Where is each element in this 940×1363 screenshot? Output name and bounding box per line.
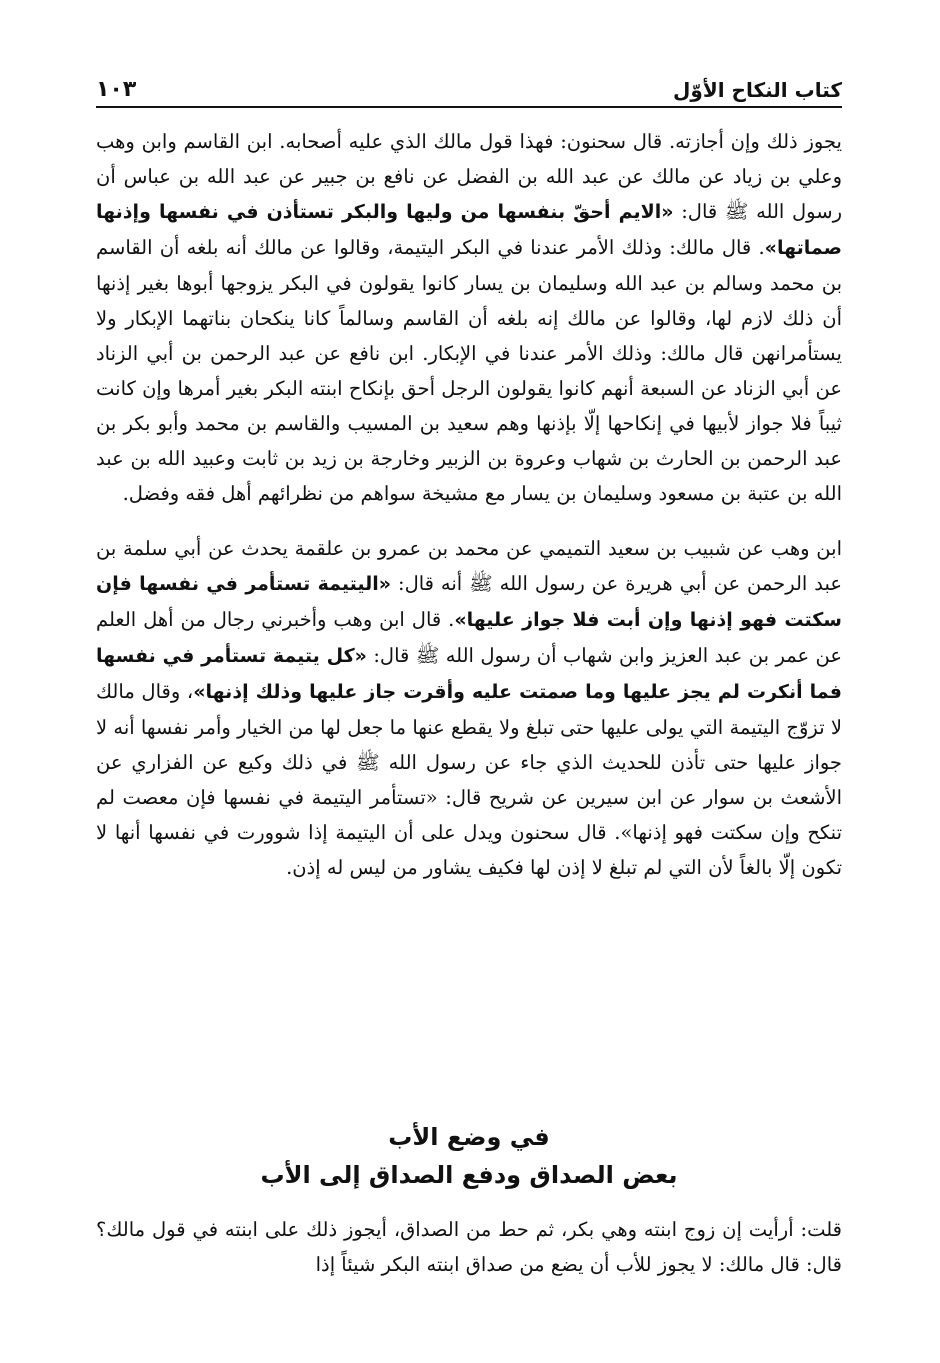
paragraph-3-text: قلت: أرأيت إن زوج ابنته وهي بكر، ثم حط من الصداق، أيجوز ذلك على ابنته في قول مالك؟ قال: قال مالك: لا يجوز للأب أن يضع من صداق ابنته البكر شيئاً إذا bbox=[96, 1218, 842, 1276]
paragraph-1 bbox=[96, 124, 842, 511]
section-heading bbox=[96, 1118, 842, 1194]
paragraph-1-text-1: يجوز ذلك وإن أجازته. قال سحنون: فهذا قول مالك الذي عليه أصحابه. ابن القاسم وابن وهب وعلي بن زياد عن مالك عن عبد الله بن الفضل عن نافع بن جبير عن عبد الله بن عباس أن رسول الله ﷺ قال: bbox=[96, 130, 842, 223]
main-body bbox=[96, 124, 842, 885]
paragraph-2-text-2: . قال ابن وهب وأخبرني رجال من أهل العلم عن عمر بن عبد العزيز وابن شهاب أن رسول الله ﷺ قال: bbox=[96, 608, 843, 667]
paragraph-2-text-1: ابن وهب عن شبيب بن سعيد التميمي عن محمد بن عمرو بن علقمة يحدث عن أبي سلمة بن عبد الرحمن عن أبي هريرة عن رسول الله ﷺ أنه قال: bbox=[96, 537, 842, 595]
page-number: ١٠٣ bbox=[96, 77, 137, 102]
section-heading-line-2: بعض الصداق ودفع الصداق إلى الأب bbox=[260, 1161, 678, 1189]
hadith-quote-1: «الايم أحقّ بنفسها من وليها والبكر تستأذن في نفسها وإذنها صماتها» bbox=[96, 201, 842, 259]
paragraph-2 bbox=[96, 531, 842, 885]
page-header bbox=[96, 62, 842, 102]
book-title: كتاب النكاح الأوّل bbox=[673, 78, 842, 102]
hadith-quote-3: «كل يتيمة تستأمر في نفسها فما أنكرت لم يجز عليها وما صمتت عليه وأقرت جاز عليها وذلك إذنها» bbox=[96, 645, 842, 703]
header-divider bbox=[96, 106, 842, 108]
paragraph-1-text-2: . قال مالك: وذلك الأمر عندنا في البكر اليتيمة، وقالوا عن مالك أنه بلغه أن القاسم بن محمد وسالم بن عبد الله وسليمان بن يسار كانوا يقولون في البكر يزوجها أبوها بغير إذنها أن ذلك لازم لها، وقالوا عن مالك إنه بلغه أن القاسم وسالماً كانا ينكحان بناتهما الإبكار ولا يستأمرانهن قال مالك: وذلك الأمر عندنا في الإبكار. ابن نافع عن عبد الرحمن بن أبي الزناد عن أبي الزناد عن السبعة أنهم كانوا يقولون الرجل أحق بإنكاح ابنته البكر بغير أمرها وإن كانت ثيباً فلا جواز لأبيها في إنكاحها إلّا بإذنها وهم سعيد بن المسيب والقاسم بن محمد وأبو بكر بن عبد الرحمن بن الحارث بن شهاب وعروة بن الزبير وخارجة بن زيد بن ثابت وعبيد الله بن عبد الله بن عتبة بن مسعود وسليمان بن يسار مع مشيخة سواهم من نظرائهم أهل فقه وفضل. bbox=[96, 236, 842, 505]
paragraph-2-text-3: ، وقال مالك لا تزوّج اليتيمة التي يولى عليها حتى تبلغ ولا يقطع عنها ما جعل لها من الخيار وأمر نفسها أنه لا جواز عليها حتى تأذن للحديث الذي جاء عن رسول الله ﷺ في ذلك وكيع عن الفزاري عن الأشعث بن سوار عن ابن سيرين عن شريح قال: «تستأمر اليتيمة في نفسها فإن معصت لم تنكح وإن سكتت فهو إذنها». قال سحنون ويدل على أن اليتيمة إذا شوورت في نفسها أنها لا تكون إلّا بالغاً لأن التي لم تبلغ لا إذن لها فكيف يشاور من ليس له إذن. bbox=[96, 680, 842, 879]
paragraph-gap bbox=[96, 511, 842, 531]
section-heading-line-1: في وضع الأب bbox=[388, 1123, 550, 1151]
paragraph-3 bbox=[96, 1212, 842, 1282]
hadith-quote-2: «اليتيمة تستأمر في نفسها فإن سكتت فهو إذنها وإن أبت فلا جواز عليها» bbox=[96, 573, 842, 631]
